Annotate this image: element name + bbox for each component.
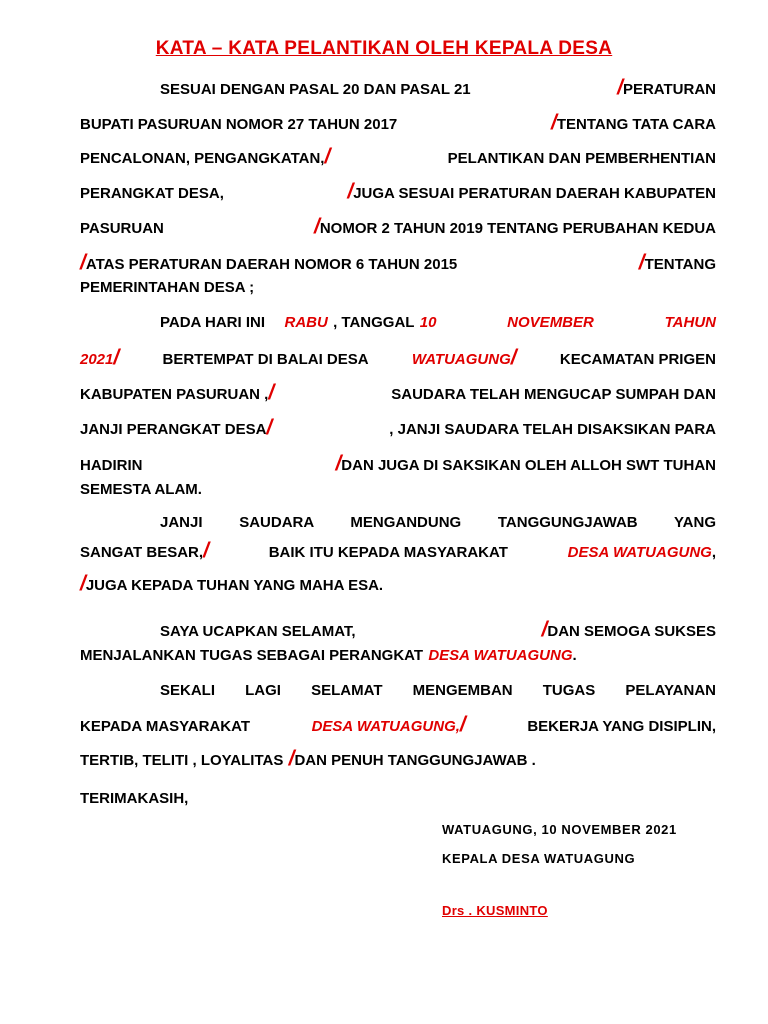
slash-mark: / xyxy=(551,111,557,134)
village-name: WATUAGUNG xyxy=(411,351,511,368)
slash-mark: / xyxy=(541,618,548,641)
slash-mark: / xyxy=(288,747,295,770)
village-name: DESA WATUAGUNG xyxy=(567,544,712,561)
date-text: 10 NOVEMBER TAHUN xyxy=(419,314,716,331)
text: BAIK ITU KEPADA MASYARAKAT xyxy=(268,544,508,561)
p3-line-2 xyxy=(80,539,716,563)
text: BUPATI PASURUAN NOMOR 27 TAHUN 2017 xyxy=(80,116,398,133)
text: , TANGGAL xyxy=(333,314,415,331)
p5-line-2 xyxy=(80,713,716,737)
p1-line-5 xyxy=(80,215,716,239)
text: SANGAT BESAR, xyxy=(80,544,204,561)
slash-mark: / xyxy=(113,346,120,369)
slash-mark: / xyxy=(80,572,86,595)
text: PELANTIKAN DAN PEMBERHENTIAN xyxy=(447,150,716,167)
text: KABUPATEN PASURUAN , xyxy=(80,386,269,403)
slash-mark: / xyxy=(268,381,275,404)
text: MENJALANKAN TUGAS SEBAGAI PERANGKAT xyxy=(80,647,424,664)
p2-line-4 xyxy=(80,416,716,440)
text: SESUAI DENGAN PASAL 20 DAN PASAL 21 xyxy=(160,81,471,98)
text: TERIMAKASIH, xyxy=(80,790,189,807)
text: , xyxy=(711,544,716,561)
text: JANJI SAUDARA MENGANDUNG TANGGUNGJAWAB YANG xyxy=(160,514,716,531)
text: ATAS PERATURAN DAERAH NOMOR 6 TAHUN 2015 xyxy=(85,256,458,273)
slash-mark: / xyxy=(80,251,86,274)
year-text: 2021 xyxy=(80,351,114,368)
p5-line-3 xyxy=(80,747,716,771)
slash-mark: / xyxy=(314,215,320,238)
text: SEMESTA ALAM. xyxy=(80,481,202,498)
p1-line-6 xyxy=(80,251,716,275)
p1-line-7 xyxy=(80,276,716,300)
signature-name: Drs . KUSMINTO xyxy=(442,903,548,918)
p3-line-3 xyxy=(80,572,716,596)
slash-mark: / xyxy=(459,713,466,736)
signature-position: KEPALA DESA WATUAGUNG xyxy=(442,851,636,866)
document-title: KATA – KATA PELANTIKAN OLEH KEPALA DESA xyxy=(155,38,613,59)
slash-mark: / xyxy=(510,346,517,369)
p1-line-4 xyxy=(80,180,716,204)
p2-line-3 xyxy=(80,381,716,405)
p5-line-1 xyxy=(160,679,716,703)
text: BEKERJA YANG DISIPLIN, xyxy=(527,718,716,735)
day-name: RABU xyxy=(284,314,328,331)
slash-mark: / xyxy=(638,251,645,274)
text: KECAMATAN PRIGEN xyxy=(559,351,716,368)
p4-line-2 xyxy=(80,644,716,668)
slash-mark: / xyxy=(335,452,342,475)
text: PENCALONAN, PENGANGKATAN, xyxy=(80,150,325,167)
text: PERANGKAT DESA, xyxy=(80,185,224,202)
text: NOMOR 2 TAHUN 2019 TENTANG PERUBAHAN KEDUA xyxy=(319,220,716,237)
text: PERATURAN xyxy=(622,81,716,98)
text: SEKALI LAGI SELAMAT MENGEMBAN TUGAS PELAYANAN xyxy=(160,682,716,699)
slash-mark: / xyxy=(266,416,273,439)
p2-line-1 xyxy=(160,311,716,335)
text: PASURUAN xyxy=(80,220,164,237)
text: BERTEMPAT DI BALAI DESA xyxy=(162,351,369,368)
slash-mark: / xyxy=(347,180,354,203)
text: HADIRIN xyxy=(80,457,143,474)
signature-place-date: WATUAGUNG, 10 NOVEMBER 2021 xyxy=(442,822,677,837)
text: KEPADA MASYARAKAT xyxy=(80,718,251,735)
closing-text xyxy=(80,787,716,811)
text: JANJI PERANGKAT DESA xyxy=(80,421,267,438)
p2-line-5 xyxy=(80,452,716,476)
slash-mark: / xyxy=(324,145,331,168)
slash-mark: / xyxy=(617,76,623,99)
text: DAN PENUH TANGGUNGJAWAB . xyxy=(294,752,536,769)
p1-line-2 xyxy=(80,111,716,135)
p1-line-1 xyxy=(160,76,716,100)
village-name: DESA WATUAGUNG, xyxy=(311,718,460,735)
text: JUGA KEPADA TUHAN YANG MAHA ESA. xyxy=(85,577,384,594)
text: DAN SEMOGA SUKSES xyxy=(547,623,716,640)
p4-line-1 xyxy=(160,618,716,642)
text: SAYA UCAPKAN SELAMAT, xyxy=(160,623,356,640)
p3-line-1 xyxy=(160,511,716,535)
text: TENTANG xyxy=(644,256,716,273)
village-name: DESA WATUAGUNG xyxy=(428,647,573,664)
text: PEMERINTAHAN DESA ; xyxy=(80,279,255,296)
text: PADA HARI INI xyxy=(160,314,265,331)
text: , JANJI SAUDARA TELAH DISAKSIKAN PARA xyxy=(389,421,716,438)
text: SAUDARA TELAH MENGUCAP SUMPAH DAN xyxy=(391,386,716,403)
text: . xyxy=(572,647,577,664)
text: JUGA SESUAI PERATURAN DAERAH KABUPATEN xyxy=(353,185,716,202)
slash-mark: / xyxy=(203,539,209,562)
text: TENTANG TATA CARA xyxy=(556,116,716,133)
p1-line-3 xyxy=(80,145,716,169)
text: DAN JUGA DI SAKSIKAN OLEH ALLOH SWT TUHAN xyxy=(341,457,716,474)
text: TERTIB, TELITI , LOYALITAS xyxy=(80,752,284,769)
p2-line-6 xyxy=(80,478,716,502)
p2-line-2 xyxy=(80,346,716,370)
